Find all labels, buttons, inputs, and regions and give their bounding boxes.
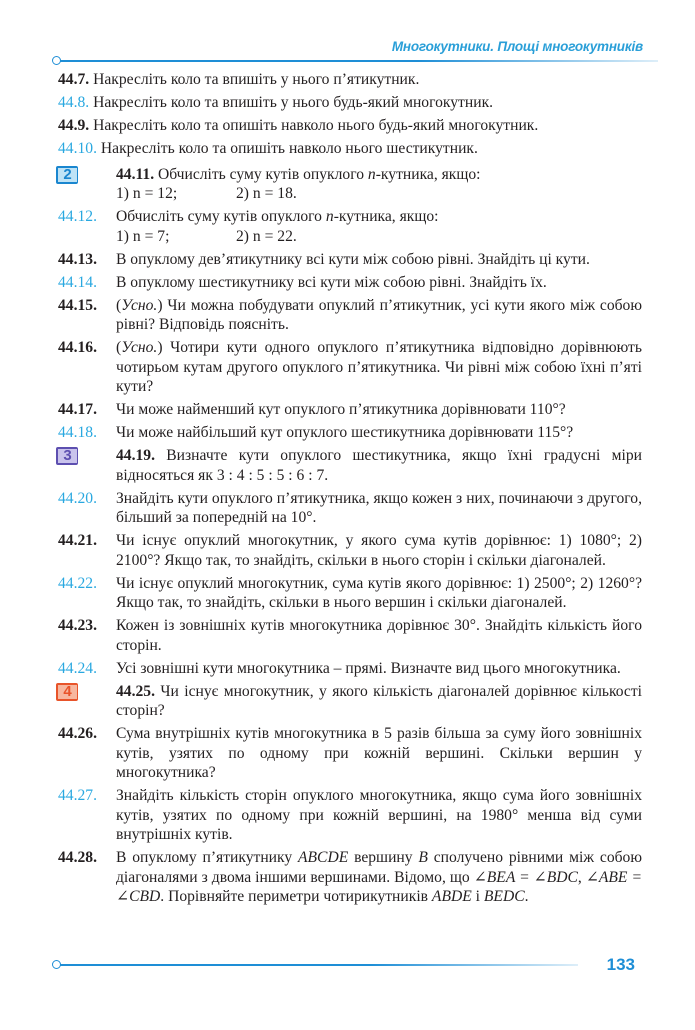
rule-dot-icon xyxy=(52,56,61,65)
problem-list xyxy=(58,70,642,910)
problem-number: 44.18. xyxy=(58,424,97,441)
math-expr: ∠ABE = ∠CBD xyxy=(116,868,642,905)
problem-number: 44.24. xyxy=(58,659,97,677)
problem-text: Визначте кути опуклого шестикутника, якщо їхні градусні міри відносяться як 3 : 4 : 5 : 5 : 6 : 7. xyxy=(116,447,642,484)
oral-label: Усно. xyxy=(121,296,158,314)
problem-text: Кожен із зовнішніх кутів многокутника дорівнює 30°. Знайдіть кількість його сторін. xyxy=(116,617,642,654)
sub-items xyxy=(116,184,642,204)
problem-44-11 xyxy=(58,165,642,204)
problem-44-14 xyxy=(58,273,642,293)
problem-44-19 xyxy=(58,446,642,485)
problem-number: 44.21. xyxy=(58,532,97,549)
problem-text: Чи існує опуклий многокутник, сума кутів якого дорівнює: 1) 2500°; 2) 1260°? Якщо так, то знайдіть, скільки в нього вершин і скільки діагоналей. xyxy=(116,574,642,611)
variable: n xyxy=(325,208,334,225)
level-3-badge: 3 xyxy=(56,447,78,465)
problem-44-17 xyxy=(58,400,642,420)
problem-44-27 xyxy=(58,786,642,845)
problem-text: Чи існує опуклий многокутник, у якого сума кутів дорівнює: 1) 1080°; 2) 2100°? Якщо так, то знайдіть, скільки в нього сторін і скільки діагоналей. xyxy=(116,532,642,569)
problem-44-24 xyxy=(58,659,642,679)
problem-text: Обчисліть суму кутів опуклого xyxy=(116,208,326,225)
problem-text: . xyxy=(524,888,529,905)
problem-text: Чи може найменший кут опуклого п’ятикутника дорівнювати 110°? xyxy=(116,401,566,418)
problem-number: 44.16. xyxy=(58,339,97,356)
problem-text: Сума внутрішніх кутів многокутника в 5 разів більша за суму його зовнішніх кутів, узятих по одному при кожній вершині. Скільки вершин у многокутника? xyxy=(116,725,642,781)
problem-number: 44.19. xyxy=(116,447,155,464)
sub-item: 2) n = 22. xyxy=(236,227,297,245)
problem-44-16 xyxy=(58,338,642,397)
problem-text: Знайдіть кількість сторін опуклого многокутника, якщо сума його зовнішніх кутів, узятих по одному при кожній вершині, на 1980° менша від суми внутрішніх кутів. xyxy=(116,787,642,843)
problem-text: Накресліть коло та впишіть у нього будь-який многокутник. xyxy=(93,94,494,111)
problem-text: Накресліть коло та опишіть навколо нього шестикутник. xyxy=(100,140,478,157)
problem-number: 44.23. xyxy=(58,617,97,634)
problem-44-18 xyxy=(58,423,642,443)
problem-44-8 xyxy=(58,93,642,113)
problem-text: Обчисліть суму кутів опуклого xyxy=(158,165,368,183)
problem-text: , xyxy=(577,868,586,886)
problem-44-25 xyxy=(58,682,642,721)
problem-44-21 xyxy=(58,531,642,570)
problem-number: 44.8. xyxy=(58,94,90,111)
math-expr: BEDC xyxy=(483,888,525,905)
problem-number: 44.7. xyxy=(58,71,90,88)
math-expr: ∠BEA = ∠BDC xyxy=(473,868,578,886)
problem-text: Чи існує многокутник, у якого кількість діагоналей дорівнює кількості сторін? xyxy=(116,682,643,719)
problem-text: В опуклому дев’ятикутнику всі кути між собою рівні. Знайдіть ці кути. xyxy=(116,250,590,268)
problem-44-22 xyxy=(58,574,642,613)
problem-text: Чи можна побудувати опуклий п’ятикутник, усі кути якого між собою рівні? Відповідь поясніть. xyxy=(116,296,642,333)
math-expr: B xyxy=(418,849,428,866)
problem-44-13 xyxy=(58,250,642,270)
problem-text: -кутника, якщо: xyxy=(333,208,439,225)
problem-text: -кутника, якщо: xyxy=(375,165,481,183)
oral-label: Усно. xyxy=(121,339,158,356)
problem-text: (Усно.) xyxy=(116,339,163,356)
problem-text: Чи може найбільший кут опуклого шестикутника дорівнювати 115°? xyxy=(116,424,574,441)
math-expr: ABCDE xyxy=(298,849,349,866)
problem-number: 44.22. xyxy=(58,574,97,592)
problem-44-7 xyxy=(58,70,642,90)
problem-text: В опуклому п’ятикутнику xyxy=(116,849,298,866)
problem-text: Накресліть коло та опишіть навколо нього будь-який многокутник. xyxy=(93,117,539,134)
problem-text: . Порівняйте периметри чотирикутників xyxy=(160,888,432,905)
sub-item: 2) n = 18. xyxy=(236,185,297,202)
problem-number: 44.12. xyxy=(58,208,97,225)
problem-44-15 xyxy=(58,296,642,335)
problem-44-28 xyxy=(58,848,642,907)
page-number: 133 xyxy=(606,955,635,974)
footer-rule xyxy=(58,964,578,966)
rule-dot-icon xyxy=(52,960,61,969)
header-rule xyxy=(58,60,658,62)
problem-44-10 xyxy=(58,139,642,159)
problem-number: 44.14. xyxy=(58,273,97,291)
problem-number: 44.25. xyxy=(116,682,155,700)
problem-text: Чотири кути одного опуклого п’ятикутника відповідно дорівнюють чотирьом кутам другого опуклого п’ятикутника. Чи рівні між собою їхні п’яті кути? xyxy=(116,339,642,395)
problem-number: 44.17. xyxy=(58,401,97,418)
problem-number: 44.13. xyxy=(58,250,97,268)
problem-number: 44.20. xyxy=(58,489,97,507)
level-4-badge: 4 xyxy=(56,683,78,701)
problem-number: 44.11. xyxy=(116,165,155,183)
problem-44-20 xyxy=(58,489,642,528)
problem-44-9 xyxy=(58,116,642,136)
problem-text: Накресліть коло та впишіть у нього п’ятикутник. xyxy=(93,71,420,88)
level-2-badge: 2 xyxy=(56,166,78,184)
problem-number: 44.9. xyxy=(58,117,90,134)
problem-number: 44.26. xyxy=(58,725,97,742)
problem-number: 44.28. xyxy=(58,849,97,866)
problem-number: 44.10. xyxy=(58,140,97,157)
problem-44-23 xyxy=(58,616,642,655)
sub-items xyxy=(116,227,642,247)
problem-44-26 xyxy=(58,724,642,783)
problem-text: Знайдіть кути опуклого п’ятикутника, якщо кожен з них, починаючи з другого, більший за попередній на 10°. xyxy=(116,489,642,526)
problem-text: (Усно.) xyxy=(116,296,163,314)
header-title: Многокутники. Площі многокутників xyxy=(391,39,643,54)
problem-text: В опуклому шестикутнику всі кути між собою рівні. Знайдіть їх. xyxy=(116,273,547,291)
problem-44-12 xyxy=(58,207,642,246)
problem-text: і xyxy=(471,888,484,905)
problem-text: сполучено рівними між собою діагоналями з двома іншими вершинами. Відомо, що xyxy=(116,849,642,886)
math-expr: ABDE xyxy=(431,888,472,905)
problem-text: вершину xyxy=(348,849,419,866)
problem-text: Усі зовнішні кути многокутника – прямі. Визначте вид цього многокутника. xyxy=(116,659,621,677)
sub-item: 1) n = 12; xyxy=(116,185,178,202)
sub-item: 1) n = 7; xyxy=(116,227,170,245)
problem-number: 44.27. xyxy=(58,787,97,804)
problem-number: 44.15. xyxy=(58,296,97,314)
variable: n xyxy=(367,165,376,183)
